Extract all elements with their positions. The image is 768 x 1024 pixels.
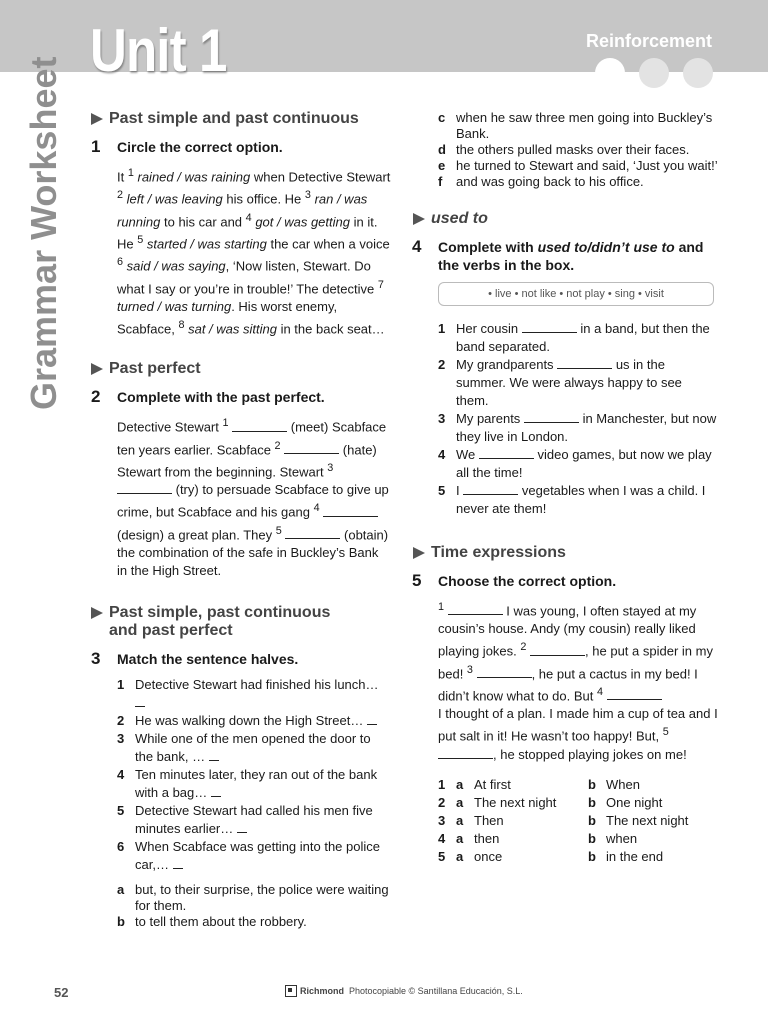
ending-text: but, to their surprise, the police were waiting for them. [135, 881, 389, 913]
option-b[interactable]: in the end [606, 848, 664, 864]
item-text [135, 676, 391, 712]
exercise-5-options [438, 776, 718, 866]
item-text-start: I [456, 483, 460, 498]
level-dot-1 [595, 58, 625, 88]
option-a-letter: a [456, 812, 464, 828]
option-a-letter: a [456, 848, 464, 864]
item-text-end: in a band, but then the band separated. [456, 321, 710, 354]
item-number: 3 [438, 411, 446, 426]
item-number: 4 [438, 447, 446, 462]
ending-letter: c [438, 110, 446, 125]
option-a[interactable]: The next night [474, 794, 557, 810]
option-a[interactable]: At first [474, 776, 511, 792]
item-text-start: We [456, 447, 476, 462]
list-item [438, 356, 718, 410]
section-heading-2: Past perfect [91, 360, 391, 378]
arrow-icon [413, 547, 425, 559]
item-text [456, 320, 718, 356]
option-number: 2 [438, 794, 446, 810]
ending-item [438, 110, 718, 142]
exercise-5-header: 5 Choose the correct option. [412, 571, 617, 590]
item-text-end: video games, but now we play all the time! [456, 447, 712, 480]
ending-item [117, 882, 391, 914]
section-heading-1: Past simple and past continuous [91, 110, 391, 128]
right-column [412, 110, 718, 866]
reinforcement-label: Reinforcement [585, 31, 712, 51]
option-a[interactable]: once [474, 848, 503, 864]
ending-letter: f [438, 174, 443, 189]
item-text-end: us in the summer. We were always happy to see them. [456, 357, 682, 408]
list-item [117, 730, 391, 766]
item-text [456, 446, 718, 482]
item-text [456, 356, 718, 410]
option-b[interactable]: When [606, 776, 640, 792]
level-dot-3 [683, 58, 713, 88]
blank[interactable] [530, 645, 585, 656]
option-b[interactable]: The next night [606, 812, 689, 828]
list-item [438, 482, 718, 518]
item-text-end: in Manchester, but now they live in London. [456, 411, 717, 444]
item-text-start: My grandparents [456, 357, 554, 372]
section-heading-4: used to [413, 210, 718, 228]
match-blank[interactable] [211, 786, 221, 797]
blank[interactable] [607, 689, 662, 700]
blank[interactable] [479, 448, 534, 459]
blank[interactable] [285, 528, 340, 539]
exercise-3-header: 3 Match the sentence halves. [91, 648, 299, 668]
option-b-letter: b [588, 794, 596, 810]
exercise-3-endings [117, 882, 391, 930]
item-text [135, 802, 391, 838]
left-column [91, 110, 391, 930]
list-item [117, 838, 391, 874]
exercise-2-header: 2 Complete with the past perfect. [91, 387, 325, 407]
blank[interactable] [522, 322, 577, 333]
item-text [456, 482, 718, 518]
exercise-3-endings-cont [438, 110, 718, 190]
option-a-letter: a [456, 776, 464, 792]
arrow-icon [91, 113, 103, 125]
item-text-content: Detective Stewart had finished his lunch… [135, 676, 379, 692]
option-b-letter: b [588, 776, 596, 792]
option-number: 4 [438, 830, 446, 846]
list-item [117, 802, 391, 838]
item-number: 4 [117, 766, 125, 782]
blank[interactable] [448, 604, 503, 615]
item-number: 5 [117, 802, 125, 818]
ending-text: to tell them about the robbery. [135, 913, 307, 929]
option-a-letter: a [456, 830, 464, 846]
ending-letter: d [438, 142, 446, 157]
exercise-2-text: Detective Stewart $^1$ (meet) Scabface ten years earlier. Scabface $^2$ (hate) Stewart from the beginning. Stewart $^3$ (try) to persuade Scabface to give up crime, but Scabface and his gang $^4$ (design) a great plan. They $^5$ (obtain) the combination of the safe in Buckley’s Bank in the High Street. [117, 417, 389, 578]
item-number: 5 [438, 483, 446, 498]
item-text-content: Ten minutes later, they ran out of the bank with a bag… [135, 766, 378, 800]
item-number: 2 [117, 712, 125, 728]
exercise-4-items [438, 320, 718, 518]
arrow-icon [91, 363, 103, 375]
ending-text: he turned to Stewart and said, ‘Just you wait!’ [456, 158, 718, 173]
item-number: 3 [117, 730, 125, 746]
list-item [438, 446, 718, 482]
blank[interactable] [323, 506, 378, 517]
blank[interactable] [117, 483, 172, 494]
ending-item [438, 142, 718, 158]
item-text [456, 410, 718, 446]
option-b[interactable]: One night [606, 794, 663, 810]
option-a[interactable]: Then [474, 812, 504, 828]
option-a-letter: a [456, 794, 464, 810]
list-item [438, 320, 718, 356]
blank[interactable] [284, 443, 339, 454]
exercise-3-items [117, 676, 391, 874]
item-text [135, 766, 391, 802]
item-text [135, 838, 391, 874]
ending-text: and was going back to his office. [456, 174, 644, 189]
match-blank[interactable] [173, 858, 183, 869]
ending-letter: a [117, 881, 125, 897]
ending-letter: e [438, 158, 446, 173]
unit-title: Unit 1 [90, 17, 227, 84]
richmond-logo-icon [285, 985, 297, 997]
match-blank[interactable] [367, 714, 377, 725]
item-text-start: Her cousin [456, 321, 519, 336]
blank[interactable] [438, 748, 493, 759]
ending-letter: b [117, 913, 125, 929]
section-heading-3: Past simple, past continuous and past perfect [91, 604, 391, 640]
option-b-letter: b [588, 812, 596, 828]
match-blank[interactable] [135, 696, 145, 707]
exercise-4-header: 4 Complete with used to/didn’t use to and the verbs in the box. [412, 237, 704, 273]
item-number: 1 [117, 676, 125, 692]
ending-text: the others pulled masks over their faces. [456, 142, 690, 157]
item-text-content: Detective Stewart had called his men five minutes earlier… [135, 802, 373, 836]
ending-item [438, 158, 718, 174]
exercise-1-header: 1 Circle the correct option. [91, 137, 283, 156]
item-number: 2 [438, 357, 446, 372]
arrow-icon [91, 607, 103, 619]
item-text-content: He was walking down the High Street… [135, 712, 364, 728]
section-heading-5: Time expressions [413, 544, 718, 562]
exercise-1-text: It $^1$ rained / was raining when Detective Stewart $^2$ left / was leaving his office. He $^3$ ran / was running to his car and $^4$ got / was getting in it. He $^5$ started / was starting the car when a voice $^6$ said / was saying, ‘Now listen, Stewart. Do what I say or you’re in trouble!’ The detective $^7$ turned / was turning. His worst enemy, Scabface, $^8$ sat / was sitting in the back seat… [117, 167, 391, 337]
sidebar-label: Grammar Worksheet [23, 56, 64, 410]
match-blank[interactable] [237, 822, 247, 833]
blank[interactable] [477, 667, 532, 678]
list-item [117, 712, 391, 730]
item-number: 6 [117, 838, 125, 854]
page-number: 52 [54, 985, 69, 1000]
exercise-5-text: $^1$ I was young, I often stayed at my cousin’s house. Andy (my cousin) really liked playing jokes. $^2$ , he put a spider in my bed! $^3$ , he put a cactus in my bed! I didn’t know what to do. But $^4$ I thought of a plan. I made him a cup of tea and I put salt in it! He wasn’t too happy! But, $^5$ , he stopped playing jokes on me! [438, 601, 718, 762]
level-dot-2 [639, 58, 669, 88]
blank[interactable] [232, 421, 287, 432]
item-text [135, 712, 377, 730]
list-item [438, 410, 718, 446]
option-b-letter: b [588, 848, 596, 864]
item-text [135, 730, 391, 766]
blank[interactable] [524, 412, 579, 423]
item-text-content: When Scabface was getting into the police car,… [135, 838, 380, 872]
option-number: 1 [438, 776, 446, 792]
item-text-start: My parents [456, 411, 521, 426]
option-number: 3 [438, 812, 446, 828]
list-item [117, 676, 391, 712]
list-item [117, 766, 391, 802]
option-b-letter: b [588, 830, 596, 846]
option-number: 5 [438, 848, 446, 864]
blank[interactable] [557, 358, 612, 369]
item-number: 1 [438, 321, 446, 336]
option-b[interactable]: when [606, 830, 638, 846]
arrow-icon [413, 213, 425, 225]
ending-text: when he saw three men going into Buckley’s Bank. [456, 110, 713, 141]
ending-item [117, 914, 391, 930]
item-text-content: While one of the men opened the door to the bank, … [135, 730, 371, 764]
ending-item [438, 174, 718, 190]
publisher-credit: Richmond Photocopiable © Santillana Educación, S.L. [285, 985, 523, 997]
option-a[interactable]: then [474, 830, 500, 846]
item-text-end: vegetables when I was a child. I never ate them! [456, 483, 706, 516]
word-box: • live • not like • not play • sing • visit [438, 282, 714, 306]
blank[interactable] [463, 484, 518, 495]
match-blank[interactable] [209, 750, 219, 761]
